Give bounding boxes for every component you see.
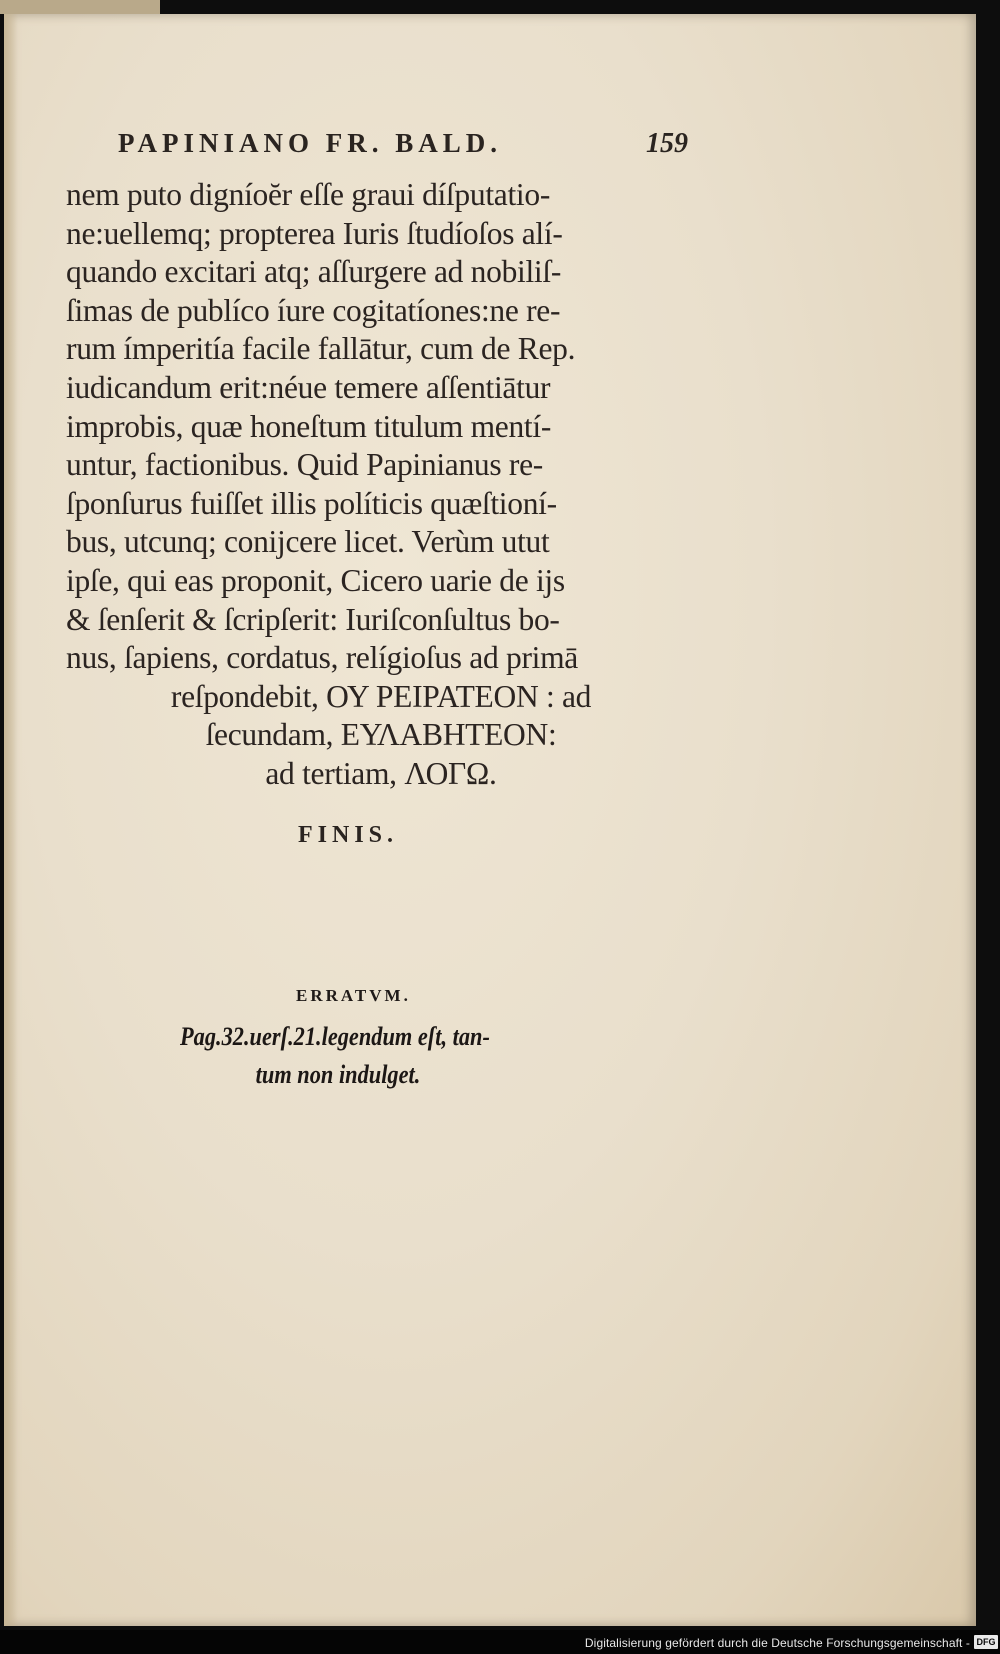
text-line: ipſe, qui eas proponit, Cicero uarie de ijs (66, 562, 565, 598)
text-line: rum ímperitía facile fallātur, cum de Rep. (66, 331, 576, 367)
text-line: quando excitari atq; aſſurgere ad nobiliſ- (66, 254, 562, 290)
text-line: untur, factionibus. Quid Papinianus re- (66, 447, 543, 483)
text-line: nem puto digníoĕr eſſe graui díſputatio- (66, 177, 551, 212)
text-line: improbis, quæ honeſtum titulum mentí- (66, 408, 552, 444)
erratum-heading: ERRATVM. (296, 986, 411, 1005)
text-line: ſimas de publíco íure cogitatíones:ne re- (66, 292, 561, 328)
text-line: ſponſurus fuiſſet illis políticis quæſtioní- (66, 485, 557, 521)
text-line-centered: reſpondebit, ΟΥ ΡΕΙΡΑΤΕΟΝ : ad (170, 678, 592, 714)
body-text (66, 176, 696, 794)
page-number: 159 (646, 128, 688, 159)
text-line-centered: ad tertiam, ΛΟΓΩ. (265, 755, 497, 791)
page-gutter-shadow (4, 14, 18, 1626)
erratum-line: Pag.32.uerſ.21.legendum eſt, tan- (180, 1022, 490, 1051)
text-line: nus, ſapiens, cordatus, relígioſus ad primā (66, 640, 578, 676)
text-line-centered: ſecundam, ΕΥΛΑΒΗΤΕΟΝ: (205, 717, 557, 753)
running-head (118, 128, 688, 160)
erratum-text (180, 1018, 490, 1094)
erratum-line: tum non indulget. (255, 1060, 421, 1089)
dfg-logo: DFG (974, 1635, 998, 1649)
binding-board-edge (0, 0, 160, 14)
text-line: bus, utcunq; conijcere licet. Verùm utut (66, 524, 550, 560)
running-title: PAPINIANO FR. BALD. (118, 128, 502, 158)
text-line: ne:uellemq; propterea Iuris ſtudíoſos alí- (66, 215, 563, 251)
digitization-credit: Digitalisierung gefördert durch die Deutsche Forschungsgemeinschaft - (584, 1636, 970, 1650)
text-line: iudicandum erit:néue temere aſſentiātur (66, 369, 551, 405)
finis-mark: FINIS. (298, 822, 399, 848)
text-line: & ſenſerit & ſcripſerit: Iuriſconſultus bo- (66, 601, 560, 637)
